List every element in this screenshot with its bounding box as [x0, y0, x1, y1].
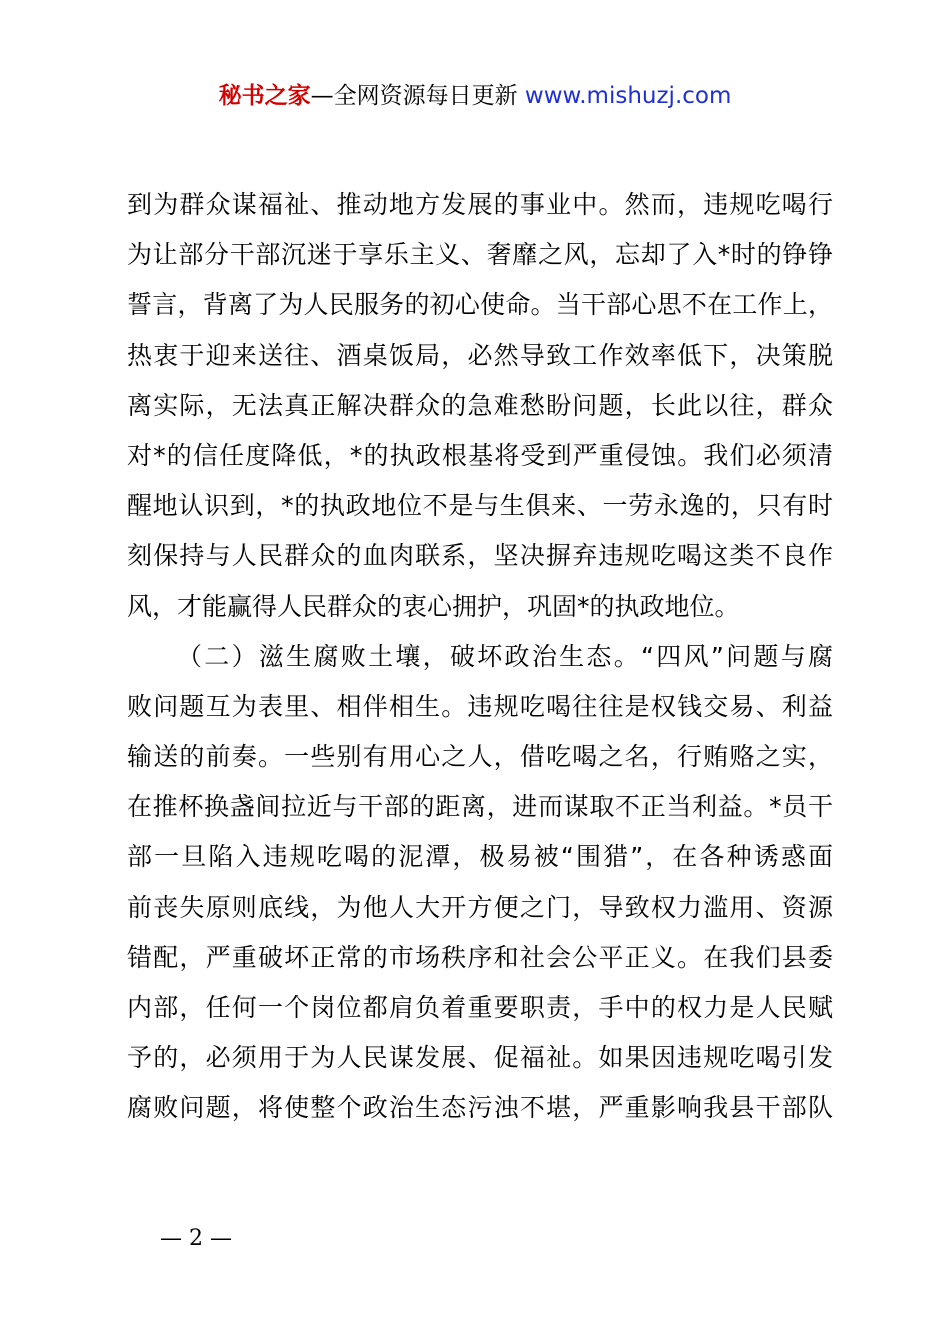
text-line: 内部，任何一个岗位都肩负着重要职责，手中的权力是人民赋	[127, 993, 833, 1022]
text-line: 部一旦陷入违规吃喝的泥潭，极易被“围猎”，在各种诱惑面	[127, 842, 833, 872]
text-line: 到为群众谋福祉、推动地方发展的事业中。然而，违规吃喝行	[127, 190, 833, 219]
text-line: 败问题互为表里、相伴相生。违规吃喝往往是权钱交易、利益	[127, 691, 833, 721]
text-line: 在推杯换盏间拉近与干部的距离，进而谋取不正当利益。*员干	[127, 792, 833, 822]
section-heading-line: （二）滋生腐败土壤，破坏政治生态。“四风”问题与腐	[177, 641, 833, 671]
text-line: 为让部分干部沉迷于享乐主义、奢靡之风，忘却了入*时的铮铮	[127, 240, 833, 270]
text-line: 离实际，无法真正解决群众的急难愁盼问题，长此以往，群众	[127, 390, 833, 420]
text-line: 输送的前奏。一些别有用心之人，借吃喝之名，行贿赂之实，	[127, 742, 833, 772]
text-line: 醒地认识到，*的执政地位不是与生俱来、一劳永逸的，只有时	[127, 491, 833, 521]
site-brand: 秘书之家	[218, 83, 311, 109]
text-line: 誓言，背离了为人民服务的初心使命。当干部心思不在工作上，	[127, 290, 833, 320]
site-url-link[interactable]: www.mishuzj.com	[524, 83, 732, 109]
text-line: 予的，必须用于为人民谋发展、促福祉。如果因违规吃喝引发	[127, 1043, 833, 1073]
document-body	[127, 180, 833, 1134]
text-line: 前丧失原则底线，为他人大开方便之门，导致权力滥用、资源	[127, 892, 833, 922]
text-line: 腐败问题，将使整个政治生态污浊不堪，严重影响我县干部队	[127, 1093, 833, 1123]
text-line: 热衷于迎来送往、酒桌饭局，必然导致工作效率低下，决策脱	[127, 340, 833, 370]
text-line: 对*的信任度降低，*的执政根基将受到严重侵蚀。我们必须清	[127, 440, 833, 470]
page-header	[0, 80, 950, 112]
site-tagline: —全网资源每日更新	[310, 83, 518, 109]
text-line: 错配，严重破坏正常的市场秩序和社会公平正义。在我们县委	[127, 942, 833, 972]
text-line: 风，才能赢得人民群众的衷心拥护，巩固*的执政地位。	[127, 591, 740, 621]
text-line: 刻保持与人民群众的血肉联系，坚决摒弃违规吃喝这类不良作	[127, 541, 833, 571]
page-number: — 2 —	[160, 1226, 232, 1251]
